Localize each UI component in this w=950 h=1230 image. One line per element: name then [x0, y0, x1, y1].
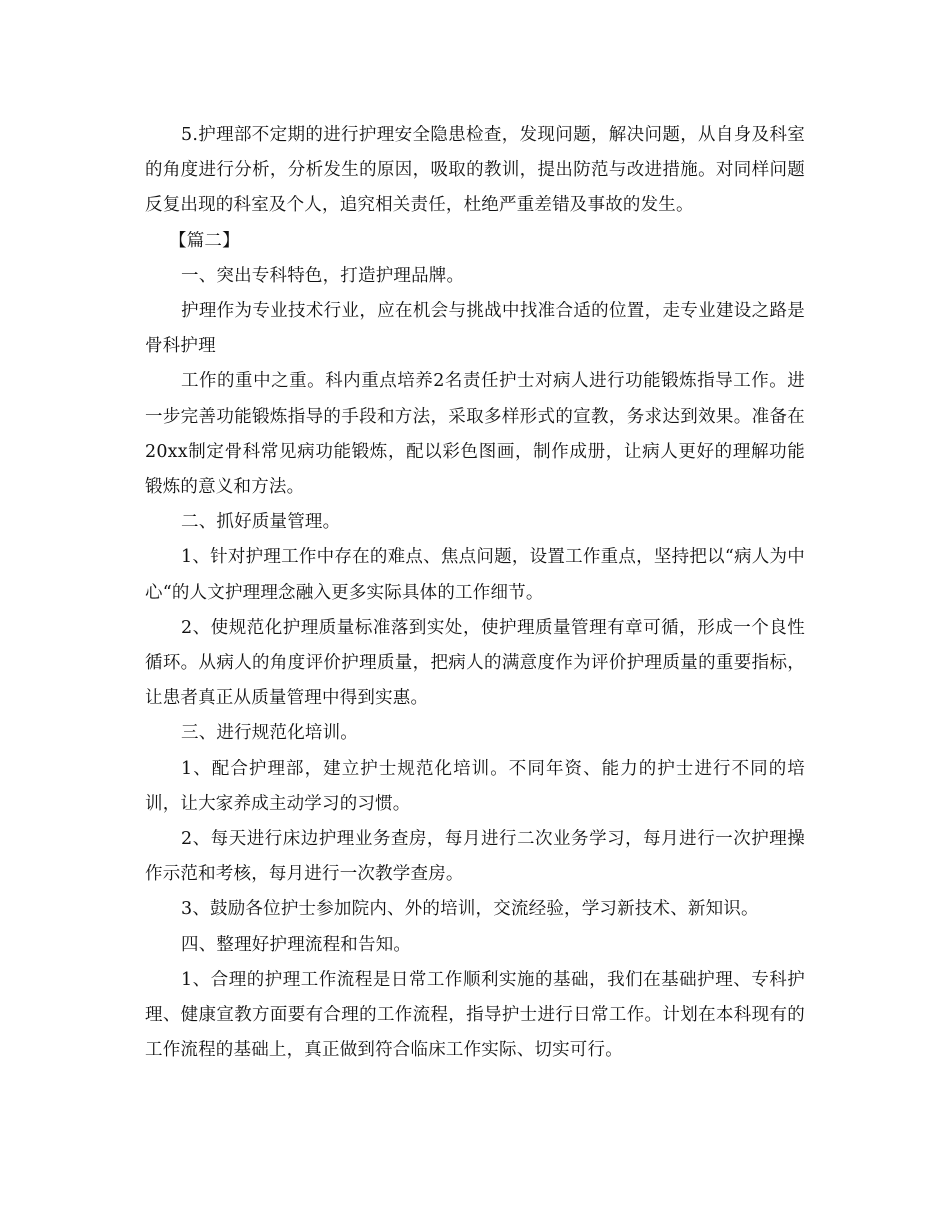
heading-quality-management: 二、抓好质量管理。 [181, 512, 341, 533]
paragraph-training-item-2: 2、每天进行床边护理业务查房，每月进行二次业务学习，每月进行一次护理操作示范和考核，每月进行一次教学查房。 [145, 829, 805, 885]
paragraph-training-item-1: 1、配合护理部，建立护士规范化培训。不同年资、能力的护士进行不同的培训，让大家养成主动学习的习惯。 [145, 758, 805, 814]
heading-workflow-notification: 四、整理好护理流程和告知。 [181, 934, 412, 955]
section-marker-part-two: 【篇二】 [169, 230, 240, 251]
paragraph-professional-path: 护理作为专业技术行业，应在机会与挑战中找准合适的位置，走专业建设之路是骨科护理 [145, 301, 805, 357]
document-page [145, 118, 805, 1068]
paragraph-training-item-3: 3、鼓励各位护士参加院内、外的培训，交流经验，学习新技术、新知识。 [181, 899, 759, 920]
paragraph-quality-item-2: 2、使规范化护理质量标准落到实处，使护理质量管理有章可循，形成一个良性循环。从病人的角度评价护理质量，把病人的满意度作为评价护理质量的重要指标，让患者真正从质量管理中得到实惠。 [145, 617, 805, 709]
paragraph-quality-item-1: 1、针对护理工作中存在的难点、焦点问题，设置工作重点，坚持把以“病人为中心“的人文护理理念融入更多实际具体的工作细节。 [145, 547, 805, 603]
paragraph-workflow-item-1: 1、合理的护理工作流程是日常工作顺利实施的基础，我们在基础护理、专科护理、健康宣教方面要有合理的工作流程，指导护士进行日常工作。计划在本科现有的工作流程的基础上，真正做到符合临床工作实际、切实可行。 [145, 969, 805, 1061]
paragraph-incident-prevention: 5.护理部不定期的进行护理安全隐患检查，发现问题，解决问题，从自身及科室的角度进行分析，分析发生的原因，吸取的教训，提出防范与改进措施。对同样问题反复出现的科室及个人，追究相关责任，杜绝严重差错及事故的发生。 [145, 125, 805, 216]
paragraph-functional-exercise: 工作的重中之重。科内重点培养2名责任护士对病人进行功能锻炼指导工作。进一步完善功能锻炼指导的手段和方法，采取多样形式的宣教，务求达到效果。准备在20xx制定骨科常见病功能锻炼，配以彩色图画，制作成册，让病人更好的理解功能锻炼的意义和方法。 [145, 371, 805, 498]
heading-standard-training: 三、进行规范化培训。 [181, 723, 358, 744]
heading-specialty-features: 一、突出专科特色，打造护理品牌。 [181, 265, 465, 286]
